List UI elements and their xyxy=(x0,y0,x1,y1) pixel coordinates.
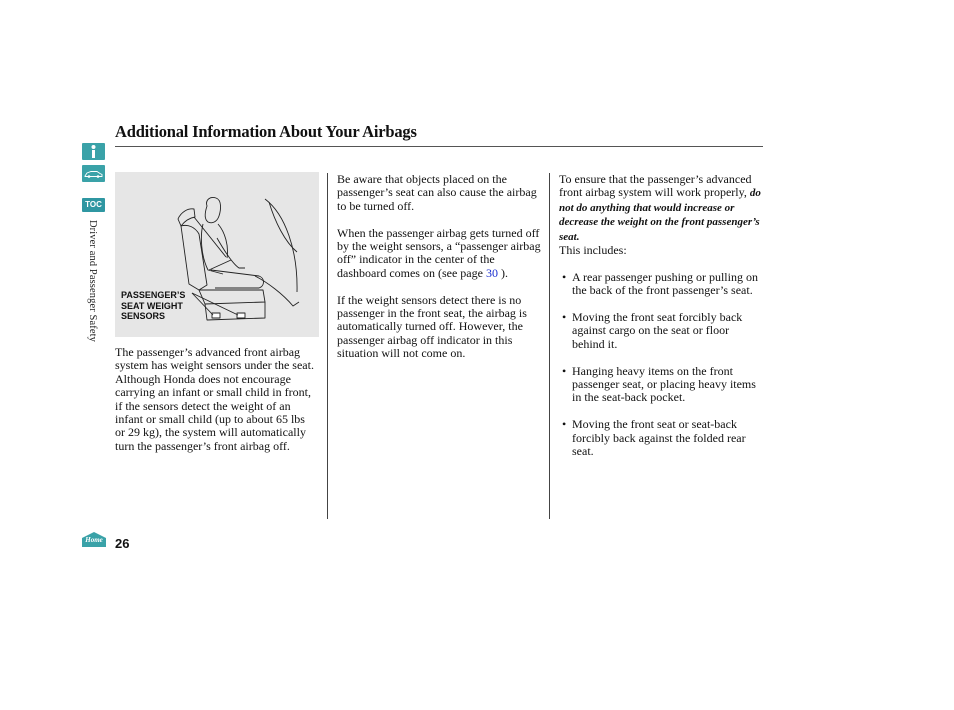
paragraph-text: When the passenger airbag gets turned off by the weight sensors, a “passenger airbag off” indicator in the center of the dashboard comes on (see page xyxy=(337,225,541,280)
bullet-mark: • xyxy=(562,310,567,325)
car-icon xyxy=(82,165,105,182)
figure-caption xyxy=(121,290,185,322)
paragraph-text: ). xyxy=(497,265,508,280)
caption-line: SEAT WEIGHT xyxy=(121,300,183,311)
caption-line: SENSORS xyxy=(121,311,166,321)
home-button[interactable] xyxy=(81,531,107,548)
title-rule xyxy=(115,146,763,147)
warning-text: do not do anything that would increase or decrease the weight on the front passenger’s seat. xyxy=(559,187,761,243)
vehicle-controls-button[interactable] xyxy=(82,165,105,182)
bullet-mark: • xyxy=(562,363,567,378)
section-label: Driver and Passenger Safety xyxy=(87,220,98,342)
body-paragraph: If the weight sensors detect there is no passenger in the front seat, the airbag is automatically turned off. However, the passenger airbag off indicator in this situation will not come on. xyxy=(337,292,527,361)
column-divider xyxy=(327,173,328,519)
list-item xyxy=(559,418,763,458)
seat-sensor-illustration xyxy=(115,172,319,337)
paragraph-text: This includes: xyxy=(559,243,627,258)
page-title: Additional Information About Your Airbags xyxy=(115,122,417,141)
body-paragraph xyxy=(337,227,541,281)
column-left xyxy=(115,346,317,467)
page-number: 26 xyxy=(115,536,130,551)
body-paragraph: Be aware that objects placed on the passenger’s seat can also cause the airbag to be turned off. xyxy=(337,172,537,213)
intro-paragraph xyxy=(559,173,763,257)
bullet-mark: • xyxy=(562,417,567,432)
toc-label: TOC xyxy=(85,200,102,209)
page-link[interactable]: 30 xyxy=(485,265,498,280)
list-item-text: Moving the front seat or seat-back forcibly back against the folded rear seat. xyxy=(572,417,746,459)
info-icon xyxy=(82,143,105,160)
list-item xyxy=(559,311,763,351)
column-middle xyxy=(337,173,541,374)
column-right xyxy=(559,173,763,472)
paragraph-text: To ensure that the passenger’s advanced front airbag system will work properly, xyxy=(559,172,752,200)
list-item-text: A rear passenger pushing or pulling on the back of the front passenger’s seat. xyxy=(572,269,758,298)
column-divider xyxy=(549,173,550,519)
list-item-text: Moving the front seat forcibly back against cargo on the seat or floor behind it. xyxy=(572,310,743,351)
caption-line: PASSENGER’S xyxy=(121,290,186,300)
toc-button[interactable] xyxy=(82,198,105,212)
bullet-mark: • xyxy=(562,269,567,284)
list-item xyxy=(559,271,763,298)
body-paragraph: The passenger’s advanced front airbag system has weight sensors under the seat. Although Honda does not encourage carrying an infant or small child in front, if the sensors detect the weight of an infant or small child (up to about 65 lbs or 29 kg), the system will automatically turn the passenger’s front airbag off. xyxy=(115,345,314,453)
home-label: Home xyxy=(85,536,103,544)
info-button[interactable] xyxy=(82,143,105,160)
list-item-text: Hanging heavy items on the front passenger seat, or placing heavy items in the seat-back pocket. xyxy=(572,363,756,405)
list-item xyxy=(559,365,763,405)
